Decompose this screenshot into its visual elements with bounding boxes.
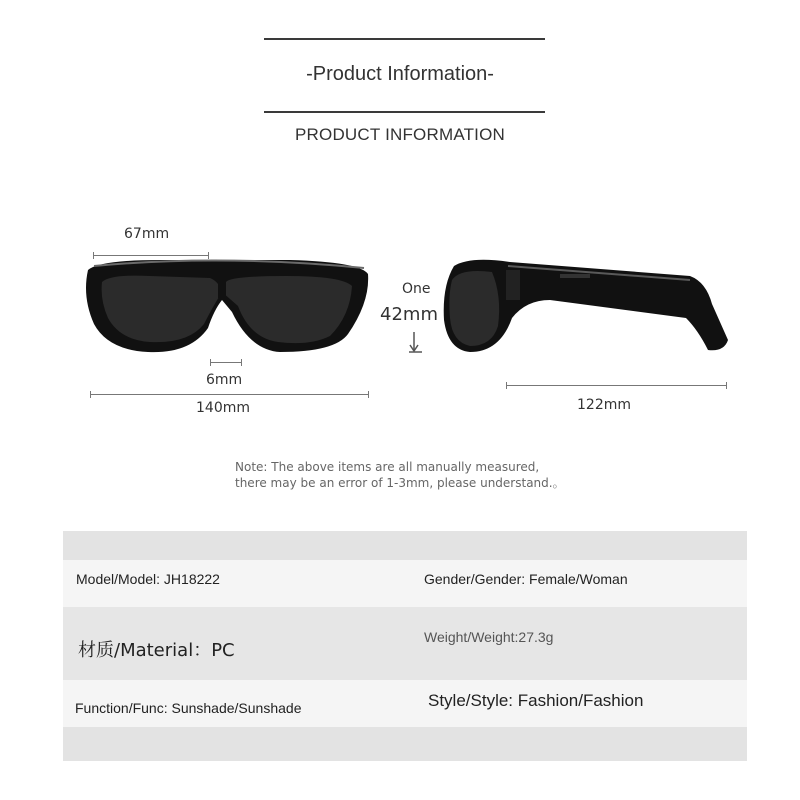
spec-table-bottom-band	[63, 727, 747, 761]
spec-gender: Gender/Gender: Female/Woman	[424, 571, 628, 587]
down-arrow-icon	[408, 332, 424, 354]
temple-length-tick-left	[506, 382, 507, 389]
spec-material: 材质/Material：PC	[78, 640, 235, 661]
bridge-label: 6mm	[206, 372, 243, 388]
page-title: -Product Information-	[306, 63, 494, 85]
header-bottom-rule	[264, 111, 545, 113]
lens-width-label: 67mm	[124, 226, 170, 242]
total-width-tick-right	[368, 391, 369, 398]
total-width-label: 140mm	[196, 400, 250, 416]
page-subtitle: PRODUCT INFORMATION	[295, 125, 505, 144]
measurement-note	[235, 459, 595, 491]
spec-table-top-band	[63, 531, 747, 560]
temple-length-line	[506, 385, 727, 386]
bridge-line	[210, 362, 242, 363]
total-width-line	[90, 394, 369, 395]
bridge-tick-right	[241, 359, 242, 366]
front-view-glasses-image	[80, 252, 372, 358]
total-width-tick-left	[90, 391, 91, 398]
spec-function: Function/Func: Sunshade/Sunshade	[75, 700, 302, 716]
note-line-1: Note: The above items are all manually measured,	[235, 460, 540, 474]
temple-length-tick-right	[726, 382, 727, 389]
spec-weight: Weight/Weight:27.3g	[424, 629, 554, 645]
spec-style: Style/Style: Fashion/Fashion	[428, 691, 644, 710]
bridge-tick-left	[210, 359, 211, 366]
lens-height-prefix: One	[402, 281, 431, 297]
spec-model: Model/Model: JH18222	[76, 571, 220, 587]
header-top-rule	[264, 38, 545, 40]
note-line-2: there may be an error of 1-3mm, please understand.。	[235, 476, 565, 490]
temple-length-label: 122mm	[577, 397, 631, 413]
side-view-glasses-image	[440, 252, 732, 356]
lens-height-label: 42mm	[380, 304, 438, 325]
